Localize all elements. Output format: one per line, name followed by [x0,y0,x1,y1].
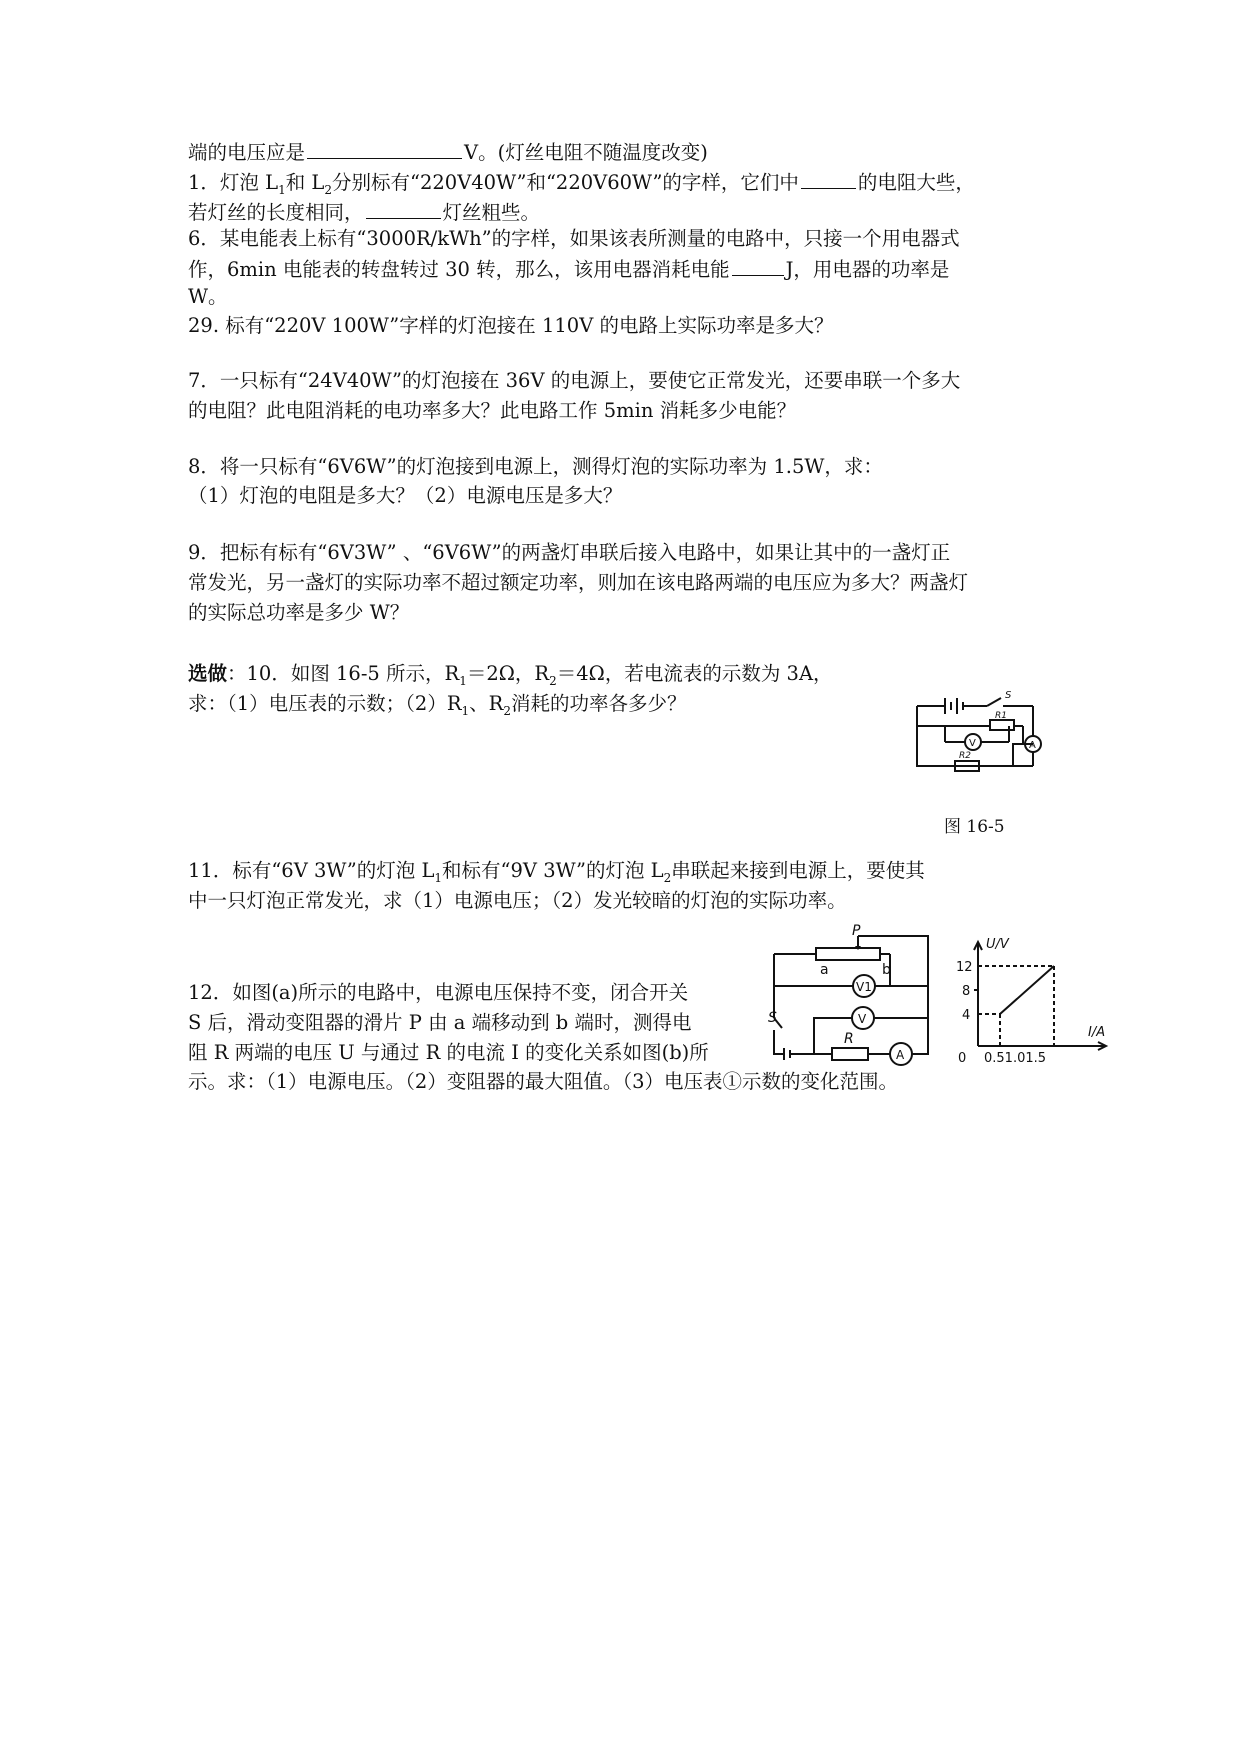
subscript: 1 [459,673,467,688]
text: 9．把标有标有“6V3W” 、“6V6W”的两盏灯串联后接入电路中，如果让其中的一盏灯正 [188,541,951,564]
y-tick-4: 4 [962,1008,971,1023]
subscript: 2 [549,673,557,688]
subscript: 2 [663,870,672,885]
question-7-line-1 [188,366,960,396]
voltmeter-v1-label: V1 [856,980,872,994]
text: 常发光，另一盏灯的实际功率不超过额定功率，则加在该电路两端的电压应为多大？两盏灯 [188,571,969,594]
text: 8．将一只标有“6V6W”的灯泡接到电源上，测得灯泡的实际功率为 1.5W，求： [188,455,883,478]
subscript: 1 [434,870,443,885]
figure-16-5-caption: 图 16-5 [944,817,1005,837]
answer-blank[interactable] [307,136,462,159]
text: 端的电压应是 [188,141,306,164]
text: 中一只灯泡正常发光，求（1）电源电压；（2）发光较暗的灯泡的实际功率。 [188,889,847,912]
text: 阻 R 两端的电压 U 与通过 R 的电流 I 的变化关系如图(b)所 [188,1041,709,1064]
text: 6．某电能表上标有“3000R/kWh”的字样，如果该表所测量的电路中，只接一个用电器式 [188,227,960,250]
text: 分别标有“220V40W”和“220V60W”的字样，它们中 [332,171,799,194]
figure-16-5-circuit [905,684,1045,794]
text: 消耗的功率各多少？ [510,692,687,715]
x-tick-labels: 0.51.01.5 [984,1051,1047,1066]
x-axis-label: I/A [1088,1025,1106,1040]
voltmeter-v-label: V [858,1012,867,1026]
question-12-line-2 [188,1008,691,1038]
voltmeter-v1-symbol: ① [722,1070,742,1093]
question-12-line-1 [188,978,688,1008]
question-9-line-3 [188,598,409,628]
ammeter-label: A [896,1048,905,1062]
question-12-line-4 [188,1067,898,1097]
text: 和 L [285,171,325,194]
text: 示。求：（1）电源电压。（2）变阻器的最大阻值。（3）电压表 [188,1070,723,1093]
text: V。(灯丝电阻不随温度改变) [464,141,708,164]
figure-12b-graph [950,936,1120,1066]
question-6-line-3 [188,282,228,312]
question-29 [188,311,833,341]
text: 29. 标有“220V 100W”字样的灯泡接在 110V 的电路上实际功率是多大？ [188,314,834,337]
origin-label: 0 [958,1051,967,1066]
answer-blank[interactable] [801,166,856,189]
question-11-line-2 [188,886,847,916]
question-10-line-2 [188,689,686,726]
question-6-line-1 [188,224,960,254]
question-12-line-3 [188,1038,709,1068]
text: 求：（1）电压表的示数；（2）R [188,692,462,715]
text: J，用电器的功率是 [785,258,950,281]
question-8-line-1 [188,452,883,482]
text: 、R [469,692,504,715]
text: 7．一只标有“24V40W”的灯泡接在 36V 的电源上，要使它正常发光，还要串联一个多大 [188,369,961,392]
text: 的实际总功率是多少 W？ [188,601,410,624]
text: ＝4Ω，若电流表的示数为 3A， [556,662,833,685]
switch-label: S [1005,690,1012,701]
question-9-line-1 [188,538,950,568]
y-tick-8: 8 [962,984,971,999]
text: ＝2Ω，R [466,662,550,685]
subscript: 1 [461,703,470,718]
optional-label: 选做 [188,662,228,685]
subscript: 2 [324,182,332,197]
text: 11．标有“6V 3W”的灯泡 L [188,859,435,882]
text: 的电阻？此电阻消耗的电功率多大？此电路工作 5min 消耗多少电能？ [188,399,797,422]
text: W。 [188,285,228,308]
text: 12．如图(a)所示的电路中，电源电压保持不变，闭合开关 [188,981,689,1004]
question-6-line-2 [188,253,949,285]
resistor-label: R [844,1031,854,1047]
text: （1）灯泡的电阻是多大？（2）电源电压是多大？ [188,484,623,507]
subscript: 2 [503,703,511,718]
subscript: 1 [278,182,286,197]
switch-label: S [768,1010,777,1026]
text: ：10．如图 16-5 所示，R [227,662,460,685]
r1-label: R1 [995,711,1007,721]
text: 和标有“9V 3W”的灯泡 L [442,859,664,882]
text: 若灯丝的长度相同， [188,201,364,224]
end-b-label: b [882,962,891,978]
ammeter-label: A [1029,740,1036,751]
y-tick-12: 12 [956,960,973,975]
figure-12a-circuit [768,923,938,1076]
question-8-line-2 [188,481,622,511]
answer-blank[interactable] [732,253,784,276]
answer-blank[interactable] [366,196,441,219]
text: 示数的变化范围。 [742,1070,899,1093]
text: 的电阻大些， [857,171,975,194]
text: 作，6min 电能表的转盘转过 30 转，那么，该用电器消耗电能 [188,258,730,281]
text: 1．灯泡 L [188,171,279,194]
voltmeter-label: V [969,738,976,749]
text: S 后，滑动变阻器的滑片 P 由 a 端移动到 b 端时，测得电 [188,1011,692,1034]
text: 串联起来接到电源上，要使其 [671,859,925,882]
slider-label: P [852,923,861,939]
question-7-line-2 [188,396,796,426]
r2-label: R2 [959,751,971,761]
text: 灯丝粗些。 [442,201,541,224]
question-9-line-2 [188,568,968,598]
end-a-label: a [820,962,829,978]
line-voltage-end [188,136,708,168]
y-axis-label: U/V [986,937,1009,952]
